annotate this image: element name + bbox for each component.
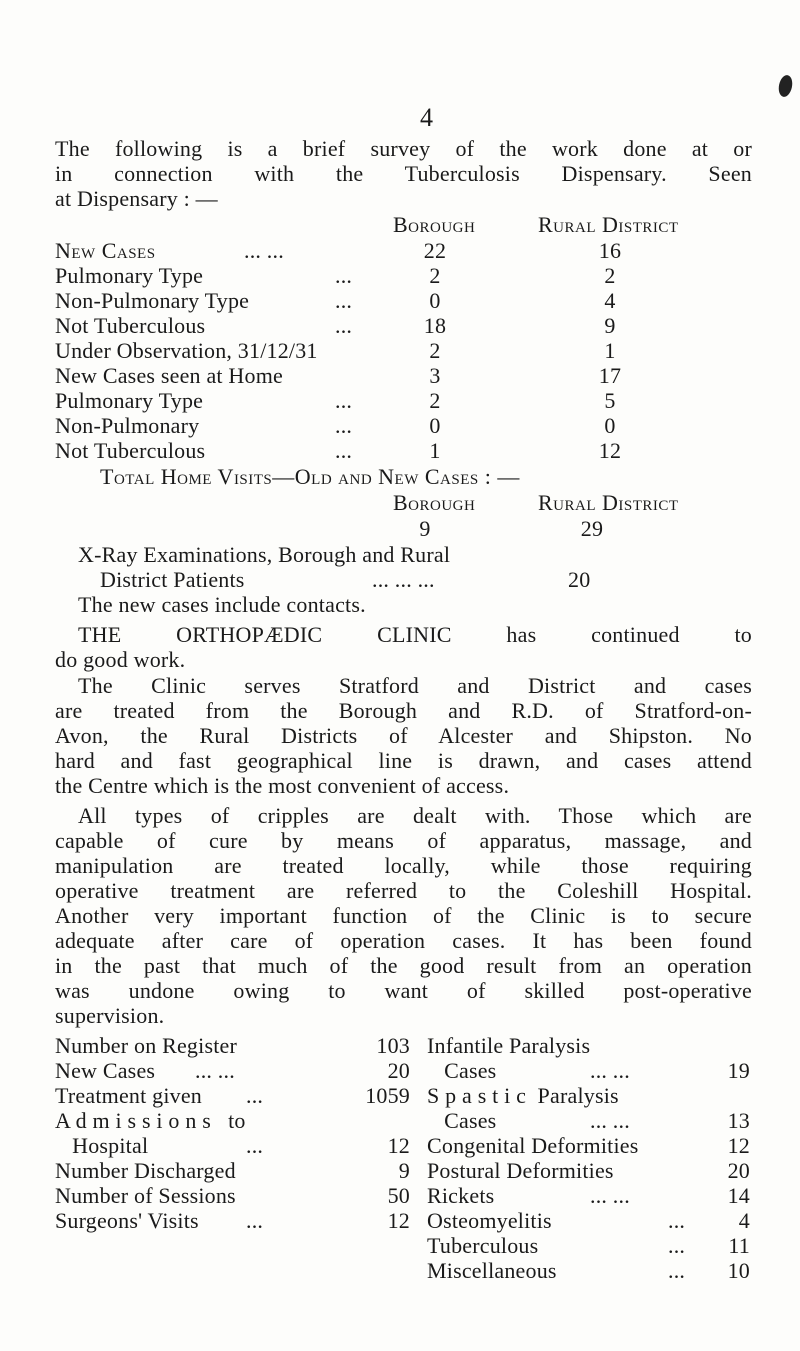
para2-line-6: adequate after care of operation cases. It has been found [55,928,752,953]
orthopaedic-heading: THE ORTHOPÆDIC CLINIC has continued to [78,622,752,647]
item-label: Osteomyelitis [427,1208,552,1233]
item-label: Infantile Paralysis [427,1033,591,1058]
row-borough: 2 [429,263,441,288]
intro-line-1: The following is a brief survey of the work done at or [55,136,752,161]
row-dots: ... [335,263,353,288]
row-rural: 0 [604,413,616,438]
row-label: New Cases seen at Home [55,363,283,388]
item-dots: ... [668,1233,686,1258]
para2-line-3: manipulation are treated locally, while those requiring [55,853,752,878]
home-visits-borough: 9 [419,516,431,541]
row-label: Non-Pulmonary Type [55,288,250,313]
item-value: 12 [387,1133,410,1158]
para1-line-3: Avon, the Rural Districts of Alcester and Shipston. No [55,723,752,748]
para2-line-8: was undone owing to want of skilled post-operative [55,978,752,1003]
orthopaedic-line-2: do good work. [55,647,186,672]
row-borough: 0 [429,288,441,313]
item-label: New Cases [55,1058,156,1083]
header-rural-district: Rural District [538,212,679,237]
item-value: 12 [387,1208,410,1233]
item-label: Congenital Deformities [427,1133,639,1158]
para2-line-4: operative treatment are referred to the Coleshill Hospital. [55,878,752,903]
item-label: S p a s t i c Paralysis [427,1083,619,1108]
row-rural: 12 [598,438,622,463]
item-dots: ... [246,1208,264,1233]
row-label: Pulmonary Type [55,388,204,413]
item-label: Surgeons' Visits [55,1208,199,1233]
item-label: Number of Sessions [55,1183,236,1208]
page-number: 4 [420,103,433,132]
item-value: 14 [727,1183,750,1208]
item-label: Cases [427,1058,497,1083]
row-rural: 2 [604,263,616,288]
row-label: Under Observation, 31/12/31 [55,338,318,363]
para2-line-1: All types of cripples are dealt with. Those which are [78,803,752,828]
home-visits-header-borough: Borough [393,490,476,515]
para2-line-9: supervision. [55,1003,165,1028]
item-label: Postural Deformities [427,1158,614,1183]
item-dots: ... [246,1083,264,1108]
item-label: A d m i s s i o n s to [55,1108,246,1133]
row-borough: 1 [429,438,441,463]
intro-line-3: at Dispensary : — [55,186,218,211]
row-label: Not Tuberculous [55,438,206,463]
item-dots: ... [246,1133,264,1158]
item-value: 20 [727,1158,750,1183]
row-label: New Cases [55,238,156,263]
contacts-note: The new cases include contacts. [78,592,366,617]
item-value: 50 [387,1183,410,1208]
row-rural: 9 [604,313,616,338]
home-visits-rural: 29 [580,516,604,541]
ink-blot [777,74,794,98]
para1-line-2: are treated from the Borough and R.D. of Stratford-on- [55,698,752,723]
row-dots: ... [335,413,353,438]
item-dots: ... ... [195,1058,235,1083]
row-label: Non-Pulmonary [55,413,200,438]
xray-line-1: X-Ray Examinations, Borough and Rural [78,542,451,567]
item-label: Cases [427,1108,497,1133]
para2-line-5: Another very important function of the Clinic is to secure [55,903,752,928]
item-label: Rickets [427,1183,495,1208]
para1-line-1: The Clinic serves Stratford and District and cases [78,673,752,698]
row-borough: 22 [423,238,447,263]
home-visits-header-rural: Rural District [538,490,679,515]
item-value: 4 [738,1208,750,1233]
item-value: 13 [727,1108,750,1133]
row-dots: ... [335,313,353,338]
row-label: Not Tuberculous [55,313,206,338]
para2-line-7: in the past that much of the good result from an operation [55,953,752,978]
item-value: 12 [727,1133,750,1158]
header-borough: Borough [393,212,476,237]
xray-value: 20 [568,567,591,592]
row-rural: 1 [604,338,616,363]
row-rural: 17 [598,363,622,388]
item-label: Tuberculous [427,1233,539,1258]
row-dots: ... [335,438,353,463]
item-value: 11 [728,1233,750,1258]
item-value: 19 [727,1058,750,1083]
item-value: 103 [376,1033,410,1058]
item-label: Miscellaneous [427,1258,557,1283]
xray-label: District Patients [100,567,245,592]
item-dots: ... ... [590,1108,630,1133]
row-borough: 2 [429,338,441,363]
item-label: Treatment given [55,1083,202,1108]
para1-line-5: the Centre which is the most convenient of access. [55,773,510,798]
row-rural: 4 [604,288,616,313]
para2-line-2: capable of cure by means of apparatus, massage, and [55,828,752,853]
row-borough: 3 [429,363,441,388]
row-borough: 18 [423,313,447,338]
row-rural: 16 [598,238,622,263]
row-dots: ... ... [244,238,284,263]
item-dots: ... ... [590,1058,630,1083]
row-dots: ... [335,388,353,413]
item-value: 20 [387,1058,410,1083]
item-value: 10 [727,1258,750,1283]
item-dots: ... [668,1208,686,1233]
item-value: 9 [398,1158,410,1183]
xray-dots: ... ... ... [372,567,435,592]
home-visits-heading: Total Home Visits—Old and New Cases : — [100,464,520,489]
intro-line-2: in connection with the Tuberculosis Dispensary. Seen [55,161,752,186]
item-label: Number on Register [55,1033,238,1058]
item-value: 1059 [365,1083,410,1108]
item-label: Number Discharged [55,1158,236,1183]
row-borough: 2 [429,388,441,413]
row-borough: 0 [429,413,441,438]
item-dots: ... ... [590,1183,630,1208]
row-dots: ... [335,288,353,313]
item-dots: ... [668,1258,686,1283]
para1-line-4: hard and fast geographical line is drawn, and cases attend [55,748,752,773]
row-label: Pulmonary Type [55,263,204,288]
row-rural: 5 [604,388,616,413]
item-label: Hospital [55,1133,149,1158]
